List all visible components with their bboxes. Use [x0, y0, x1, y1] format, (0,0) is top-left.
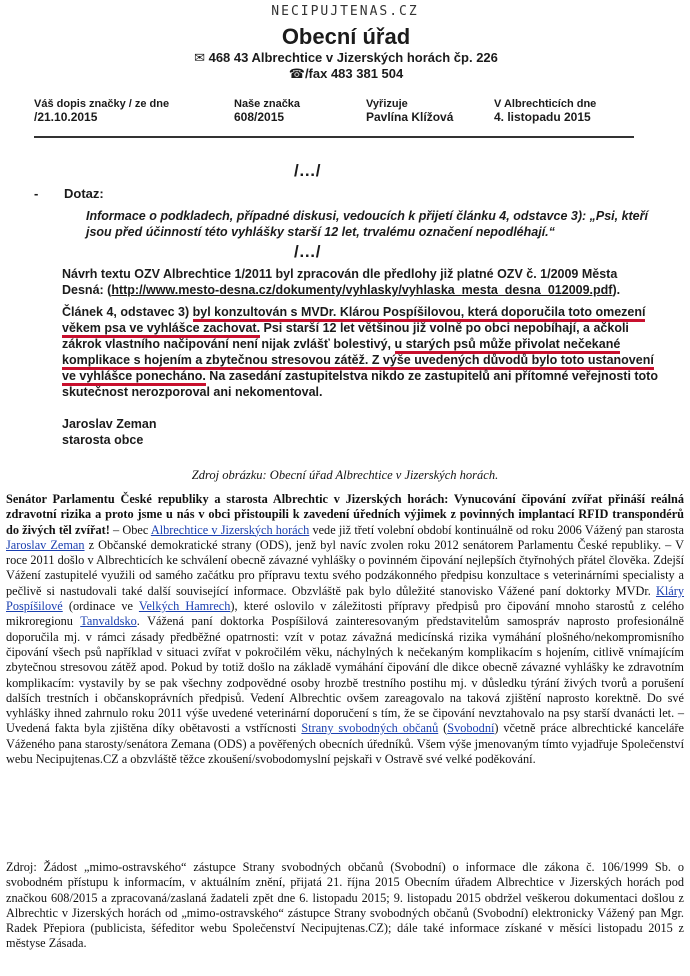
- meta-label: Váš dopis značky / ze dne: [34, 98, 170, 110]
- bullet-dash: -: [34, 186, 39, 201]
- signer-name: Jaroslav Zeman: [62, 417, 157, 431]
- office-phone: ☎/fax 483 381 504: [288, 66, 404, 81]
- reply-text: Na zasedání zastupitelstva nikdo ze zastupitelů ani přítomné veřejnosti toto skutečnost nerozporoval ani nekomentoval.: [62, 369, 658, 399]
- article-body: [6, 492, 684, 767]
- site-header: NECIPUJTENAS.CZ: [271, 4, 419, 19]
- highlighted-text: u starých psů může přivolat nečekané komplikace s hojením a zbytečnou stresovou zátěž. Z výše uvedených důvodů bylo toto ustanovení ve vyhlášce ponecháno.: [62, 337, 654, 386]
- meta-label: Naše značka: [234, 98, 301, 110]
- source-note: Zdroj: Žádost „mimo-ostravského“ zástupce Strany svobodných občanů (Svobodní) o informace dle zákona č. 106/1999 Sb. o svobodném přístupu k informacím, v aktuálním znění, přijatá 21. října 2015 Obecním úřadem Albrechtice v Jizerských horách pod značkou 608/2015 a zpracovaná/zaslaná žadateli zpět dne 6. listopadu 2015; 9. listopadu 2015 obdržel veškerou dokumentaci došlou z Albrechtic v Jizerských horách od „mimo-ostravského“ zástupce Strany svobodných občanů (Svobodní) elektronicky Vážený pan Mgr. Radek Přepiora (publicista, šéfeditor webu Společenství Necipujtenas.CZ); dále také informace získané v měsíci listopadu 2015 z městyse Zásada.: [6, 860, 684, 951]
- office-address: ✉ 468 43 Albrechtice v Jizerských horách čp. 226: [194, 50, 498, 65]
- highlighted-text: byl konzultován s MVDr. Klárou Pospíšilovou, která doporučila toto omezení věkem psa ve vyhlášce zachovat.: [62, 305, 645, 338]
- dotaz-label: Dotaz:: [64, 186, 104, 201]
- article-text: vede již třetí volební období kontinuálně od roku 2006 Vážený pan starosta: [309, 522, 685, 537]
- ellipsis-separator: /…/: [294, 161, 321, 180]
- reply-text: ).: [612, 283, 621, 297]
- article-text: ), které oslovilo v záležitosti přípravy předpisů pro čipování mnoho starostů z celého mikroregionu: [6, 599, 684, 629]
- meta-value: /21.10.2015: [34, 110, 98, 124]
- image-caption: Zdroj obrázku: Obecní úřad Albrechtice v Jizerských horách.: [191, 468, 499, 482]
- reply-text: Článek 4, odstavec 3): [62, 305, 193, 319]
- link-albrechtice[interactable]: Albrechtice v Jizerských horách: [150, 522, 310, 537]
- link-klara-pospisilova[interactable]: Kláry Pospíšilové: [6, 583, 684, 614]
- link-strana-svobodnych-obcanu[interactable]: Strany svobodných občanů: [301, 721, 439, 736]
- meta-your-ref: [34, 98, 169, 124]
- article-text: ) včetně práce albrechtické kanceláře Váženého pana starosty/senátora Zemana (ODS) a pověřených obecních úředníků. Všem výše jmenovaným tímto vyjadřuje Společenství webu Necipujtenas.CZ a obzvláště těžce zkoušení/svobodomyslní pejskaři v Ostravě své velké poděkování.: [6, 721, 684, 767]
- link-jaroslav-zeman[interactable]: Jaroslav Zeman: [6, 537, 85, 552]
- ellipsis-separator: /…/: [294, 242, 321, 261]
- link-tanvaldsko[interactable]: Tanvaldsko: [80, 614, 137, 629]
- office-title: Obecní úřad: [281, 24, 411, 49]
- header-rule: [34, 136, 634, 138]
- meta-handled-by: [366, 98, 453, 124]
- article-text: . Vážená paní doktorka Pospíšilová zainteresovaným představitelům samospráv naprosto profesionálně doporučila mj. v rámci zásady předběžné opatrnosti: vzít v potaz závažná medicínská rizika vymáhání plošného/nekompromisního čipování všech psů například v situaci zvířat v pokročilém věku, náchylných k nečekaným komplikacím s hojením, citlivě vnímajícím zbytečnou stresovou zátěž apod. Pokud by totiž došlo na základě vymáhání čipování dle dikce obecně závazné vyhlášky ke zdravotním komplikacím: vystavily by se pak všechny zodpovědné osoby hrozbě trestního postihu mj. v důsledku týrání živých tvorů a porušení dalších trestních i občanskoprávních předpisů. Vedení Albrechtic ovšem zareagovalo na taková zjištění naprosto korektně. Do své vyhlášky ihned zahrnulo roku 2011 výše uvedené veterinární doporučení s tím, že se čipování nevztahovalo na psy starší dvanácti let. – Uvedená fakta byla zjištěna díky obětavosti a vstřícnosti: [6, 614, 684, 736]
- dotaz-text: Informace o podkladech, případné diskusi, vedoucích k přijetí článku 4, odstavce 3): „Psi, kteří jsou před účinností této vyhlášky starší 12 let, trvalému označení nepodléhají.“: [86, 209, 648, 239]
- meta-value: 608/2015: [234, 110, 285, 124]
- link-svobodni[interactable]: Svobodní: [447, 721, 495, 736]
- meta-date: [494, 98, 596, 124]
- scanned-letter: [22, 18, 670, 450]
- reply-text: Psi starší 12 let většinou již volně po obci nepobíhají, a ačkoli zákrok vlastního načipování není nijak zvlášť bolestivý,: [62, 321, 629, 351]
- reply-paragraph: [62, 266, 662, 298]
- meta-value: 4. listopadu 2015: [494, 110, 591, 124]
- meta-value: Pavlína Klížová: [366, 110, 454, 124]
- signer-role: starosta obce: [62, 433, 144, 447]
- reply-text: Návrh textu OZV Albrechtice 1/2011 byl zpracován dle předlohy již platné OZV č. 1/2009 Města Desná: (: [62, 267, 618, 297]
- meta-label: V Albrechticích dne: [494, 98, 597, 110]
- signature-block: [62, 416, 157, 448]
- meta-label: Vyřizuje: [366, 98, 408, 110]
- reply-body: [62, 266, 662, 406]
- article-text: (ordinace ve: [62, 599, 139, 614]
- article-text: (: [438, 721, 448, 736]
- meta-our-ref: [234, 98, 300, 124]
- article-text: – Obec: [109, 522, 151, 537]
- desna-link[interactable]: http://www.mesto-desna.cz/dokumenty/vyhlasky/vyhlaska_mesta_desna_012009.pdf: [111, 283, 613, 297]
- reply-paragraph: [62, 304, 662, 400]
- link-velke-hamry[interactable]: Velkých Hamrech: [138, 599, 231, 614]
- article-lead: Senátor Parlamentu České republiky a starosta Albrechtic v Jizerských horách: Vynucování čipování zvířat přináší reálná zdravotní rizika a proto jsme u nás v obci přistoupili k zavedení úředních výjimek z povinných implantací RFID transpondérů do živých těl zvířat!: [6, 492, 684, 537]
- article-text: z Občanské demokratické strany (ODS), jenž byl navíc zvolen roku 2012 senátorem Parlamentu České republiky. – V roce 2011 došlo v Albrechticích ke schválení obecně závazné vyhlášky o povinném čipování nejlepších čtyřnohých přátel člověka. Zdejší Vážení zastupitelé využili od samého začátku pro přípravu textu svého podzákonného předpisu konzultace s veterinárními specialisty a pečlivě si nastudovali také další související informace. Obzvláště pak bylo důležité stanovisko Vážené paní doktorky MVDr.: [6, 537, 684, 598]
